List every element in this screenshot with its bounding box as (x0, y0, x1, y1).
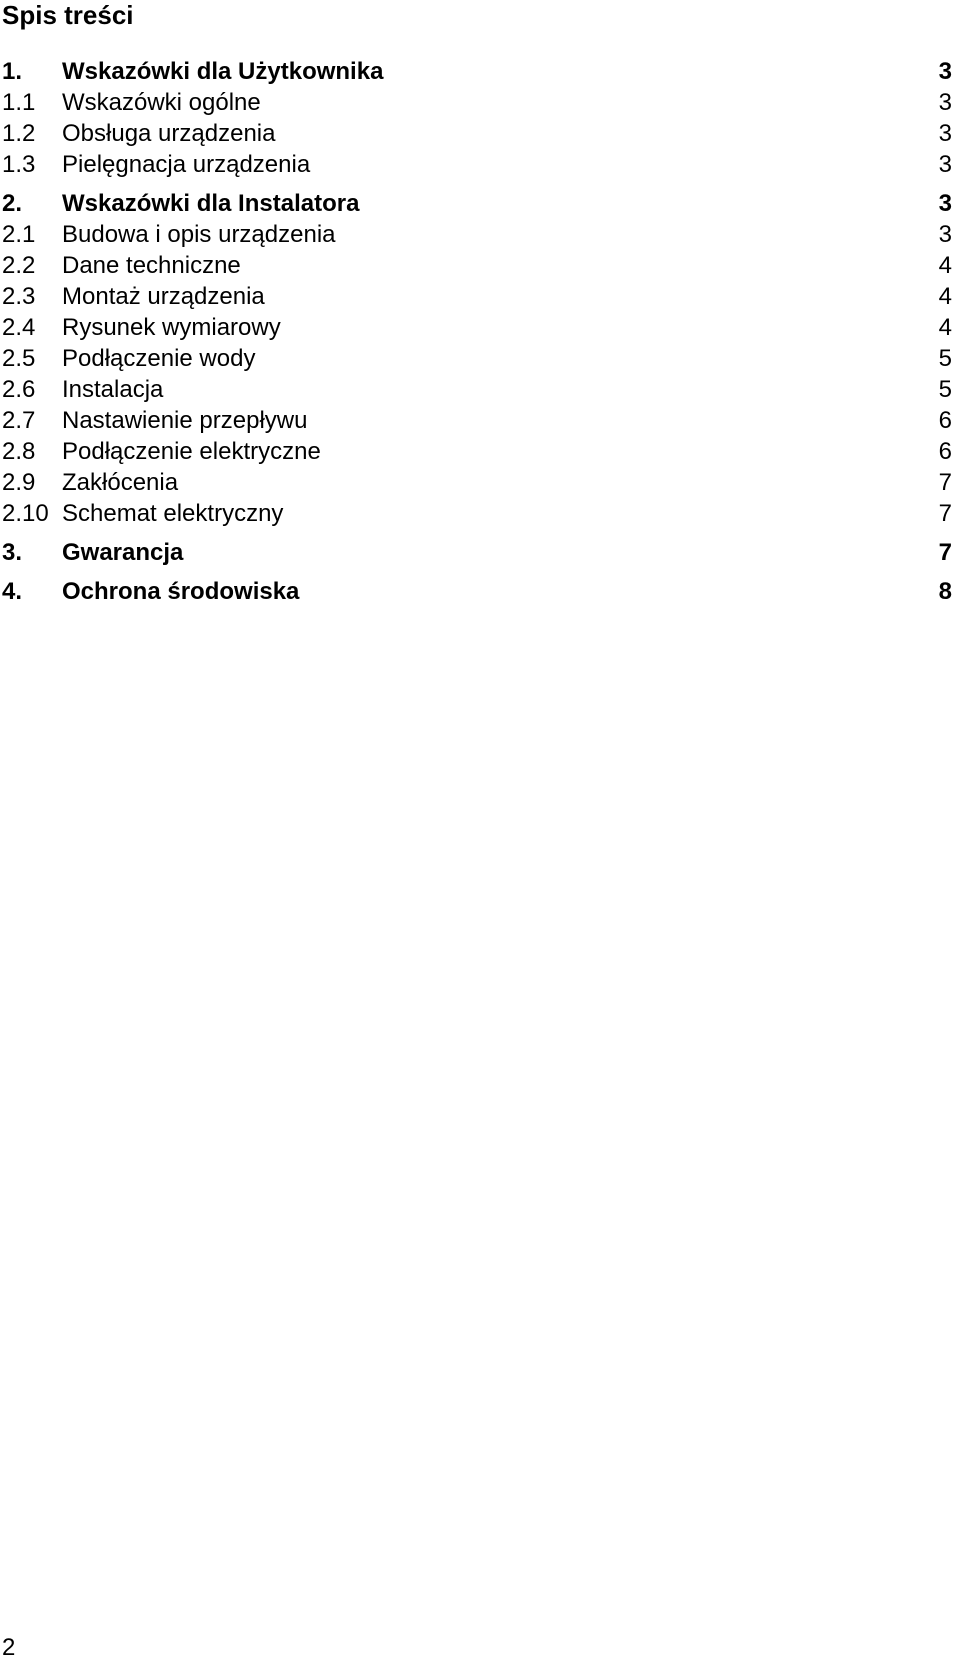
toc-entry-2-4[interactable] (2, 314, 952, 345)
toc-entry-1-2[interactable] (2, 120, 952, 151)
toc-label: Montaż urządzenia (62, 283, 265, 310)
toc-number: 2.1 (2, 221, 36, 248)
toc-page: 4 (938, 283, 952, 310)
toc-page: 3 (938, 120, 952, 147)
toc-page: 3 (938, 190, 952, 217)
toc-label: Dane techniczne (62, 252, 241, 279)
toc-label: Obsługa urządzenia (62, 120, 276, 147)
toc-number: 2.4 (2, 314, 36, 341)
toc-entry-2-10[interactable] (2, 500, 952, 531)
toc-page: 6 (938, 407, 952, 434)
page-title: Spis treści (2, 0, 134, 30)
toc-page: 7 (938, 469, 952, 496)
toc-label: Rysunek wymiarowy (62, 314, 281, 341)
toc-page: 3 (938, 221, 952, 248)
toc-number: 1.2 (2, 120, 36, 147)
toc-entry-2-2[interactable] (2, 252, 952, 283)
toc-entry-1[interactable] (2, 58, 952, 89)
toc-entry-2-9[interactable] (2, 469, 952, 500)
toc-label: Schemat elektryczny (62, 500, 284, 527)
toc-page: 4 (938, 314, 952, 341)
toc-page: 3 (938, 58, 952, 85)
toc-page: 4 (938, 252, 952, 279)
table-of-contents (2, 58, 952, 609)
toc-number: 2.7 (2, 407, 36, 434)
toc-label: Budowa i opis urządzenia (62, 221, 336, 248)
toc-entry-1-1[interactable] (2, 89, 952, 120)
toc-page: 3 (938, 89, 952, 116)
toc-number: 2.2 (2, 252, 36, 279)
toc-entry-2-8[interactable] (2, 438, 952, 469)
toc-number: 1.1 (2, 89, 36, 116)
toc-number: 2.9 (2, 469, 36, 496)
toc-entry-3[interactable] (2, 539, 952, 570)
toc-label: Podłączenie wody (62, 345, 256, 372)
toc-label: Wskazówki dla Użytkownika (62, 58, 384, 85)
toc-label: Podłączenie elektryczne (62, 438, 321, 465)
toc-number: 3. (2, 539, 23, 566)
toc-entry-2-6[interactable] (2, 376, 952, 407)
toc-label: Nastawienie przepływu (62, 407, 308, 434)
toc-number: 2. (2, 190, 23, 217)
toc-entry-1-3[interactable] (2, 151, 952, 182)
toc-entry-2-7[interactable] (2, 407, 952, 438)
page-number: 2 (2, 1634, 16, 1661)
toc-number: 1. (2, 58, 23, 85)
toc-label: Instalacja (62, 376, 164, 403)
toc-label: Wskazówki ogólne (62, 89, 261, 116)
toc-number: 2.5 (2, 345, 36, 372)
toc-page: 7 (938, 500, 952, 527)
toc-number: 2.8 (2, 438, 36, 465)
toc-label: Gwarancja (62, 539, 184, 566)
toc-entry-2-5[interactable] (2, 345, 952, 376)
toc-entry-2-1[interactable] (2, 221, 952, 252)
toc-page: 6 (938, 438, 952, 465)
toc-number: 2.3 (2, 283, 36, 310)
toc-entry-2-3[interactable] (2, 283, 952, 314)
toc-page: 5 (938, 376, 952, 403)
toc-label: Ochrona środowiska (62, 578, 300, 605)
toc-entry-4[interactable] (2, 578, 952, 609)
toc-page: 3 (938, 151, 952, 178)
toc-label: Zakłócenia (62, 469, 179, 496)
toc-page: 5 (938, 345, 952, 372)
toc-entry-2[interactable] (2, 190, 952, 221)
toc-number: 1.3 (2, 151, 36, 178)
toc-number: 4. (2, 578, 23, 605)
toc-page: 7 (938, 539, 952, 566)
toc-label: Wskazówki dla Instalatora (62, 190, 360, 217)
toc-label: Pielęgnacja urządzenia (62, 151, 311, 178)
toc-number: 2.6 (2, 376, 36, 403)
toc-number: 2.10 (2, 500, 49, 527)
toc-page: 8 (938, 578, 952, 605)
